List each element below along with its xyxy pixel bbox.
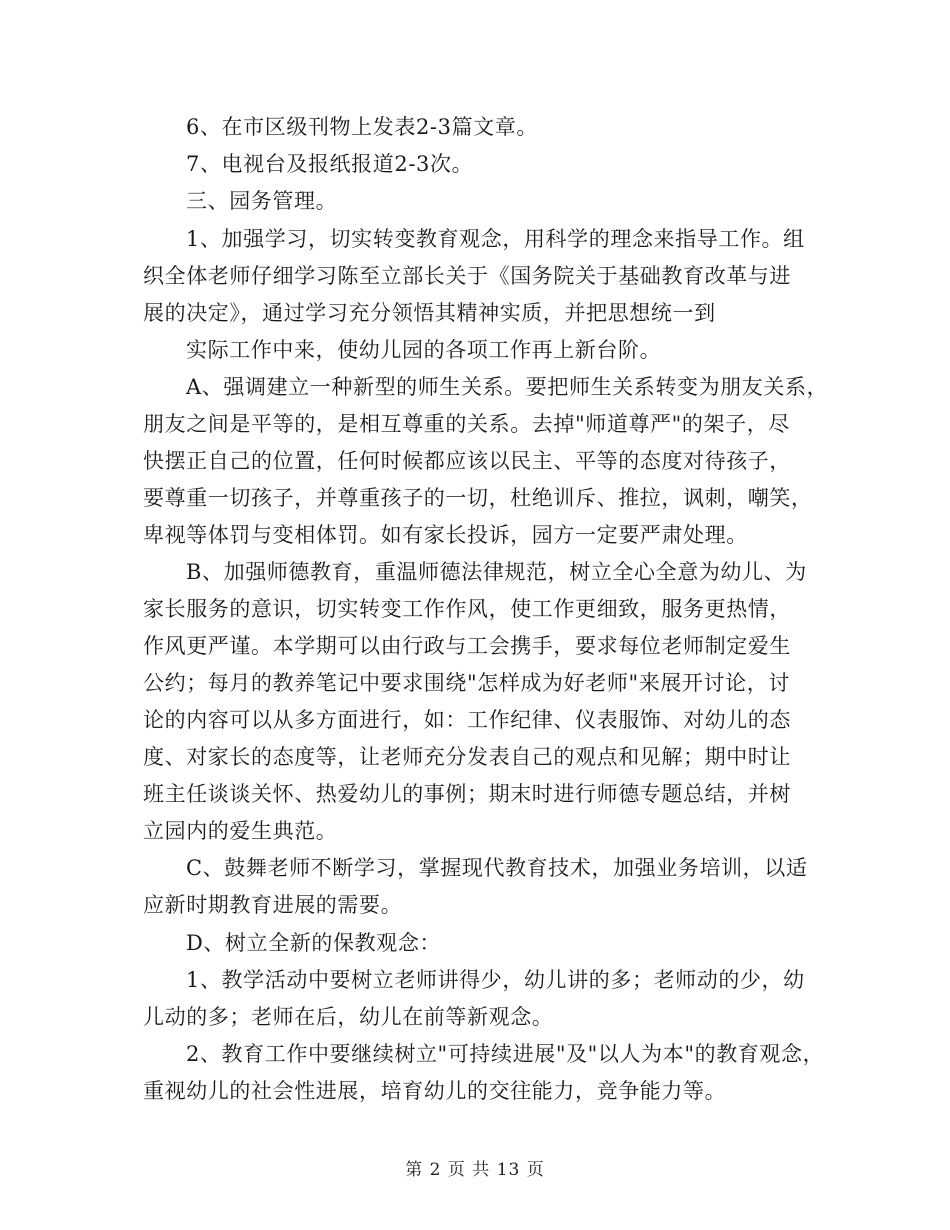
- text-line: 儿动的多；老师在后，幼儿在前等新观念。: [143, 1005, 554, 1029]
- text-line: 论的内容可以从多方面进行，如：工作纪律、仪表服饰、对幼儿的态: [143, 708, 791, 732]
- text-line: 应新时期教育进展的需要。: [143, 893, 403, 917]
- text-line: 重视幼儿的社会性进展，培育幼儿的交往能力，竞争能力等。: [143, 1079, 727, 1103]
- text-line: A、强调建立一种新型的师生关系。要把师生关系转变为朋友关系，: [186, 375, 829, 399]
- text-line: 织全体老师仔细学习陈至立部长关于《国务院关于基础教育改革与进: [143, 264, 791, 288]
- text-line: 2、教育工作中要继续树立"可持续进展"及"以人为本"的教育观念，: [186, 1042, 825, 1066]
- text-line: 朋友之间是平等的，是相互尊重的关系。去掉"师道尊严"的架子，尽: [143, 412, 790, 436]
- text-line: 公约；每月的教养笔记中要求围绕"怎样成为好老师"来展开讨论，讨: [143, 671, 790, 695]
- text-line: 度、对家长的态度等，让老师充分发表自己的观点和见解；期中时让: [143, 745, 791, 769]
- text-line: 快摆正自己的位置，任何时候都应该以民主、平等的态度对待孩子，: [143, 449, 791, 473]
- text-line: 要尊重一切孩子，并尊重孩子的一切，杜绝训斥、推拉，讽刺，嘲笑，: [143, 486, 813, 510]
- text-line: 班主任谈谈关怀、热爱幼儿的事例；期末时进行师德专题总结，并树: [143, 782, 791, 806]
- text-line: 卑视等体罚与变相体罚。如有家长投诉，园方一定要严肃处理。: [143, 523, 748, 547]
- section-heading: 三、园务管理。: [186, 189, 338, 213]
- text-line: 展的决定》，通过学习充分领悟其精神实质，并把思想统一到: [143, 301, 716, 325]
- text-line: 6、在市区级刊物上发表2-3篇文章。: [186, 115, 538, 139]
- text-line: C、鼓舞老师不断学习，掌握现代教育技术，加强业务培训，以适: [186, 856, 808, 880]
- text-line: 1、教学活动中要树立老师讲得少，幼儿讲的多；老师动的少，幼: [186, 968, 805, 992]
- text-line: B、加强师德教育，重温师德法律规范，树立全心全意为幼儿、为: [186, 560, 807, 584]
- text-line: 7、电视台及报纸报道2-3次。: [186, 152, 474, 176]
- text-line: 立园内的爱生典范。: [143, 819, 338, 843]
- page-number-footer: 第 2 页 共 13 页: [405, 1160, 545, 1180]
- text-line: 家长服务的意识，切实转变工作作风，使工作更细致，服务更热情，: [143, 597, 791, 621]
- text-line: 实际工作中来，使幼儿园的各项工作再上新台阶。: [186, 338, 662, 362]
- text-line: D、树立全新的保教观念：: [186, 931, 442, 955]
- text-line: 1、加强学习，切实转变教育观念，用科学的理念来指导工作。组: [186, 227, 805, 251]
- text-line: 作风更严谨。本学期可以由行政与工会携手，要求每位老师制定爱生: [143, 634, 791, 658]
